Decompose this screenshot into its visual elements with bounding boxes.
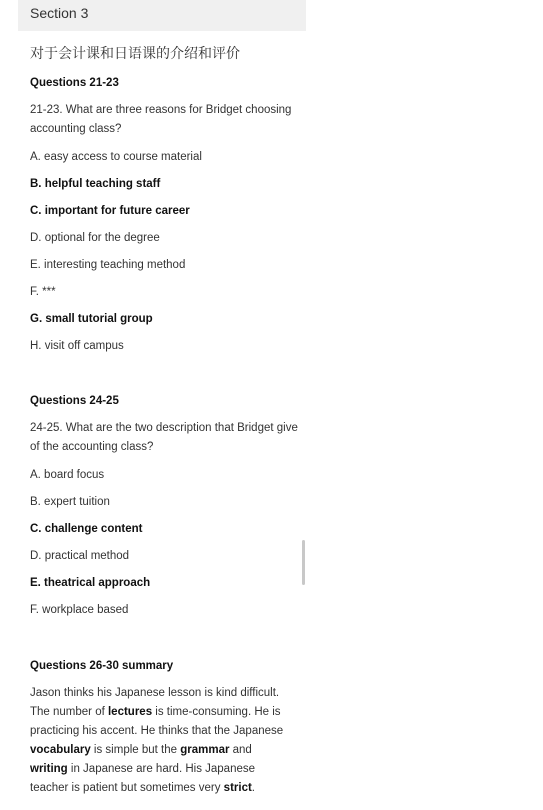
question-text-24-line1: 24-25. What are the two description that Bridget give: [30, 422, 298, 434]
section-title: Section 3: [30, 5, 89, 21]
option-24-f: F. workplace based: [30, 604, 129, 616]
summary-keyword-grammar: grammar: [180, 744, 230, 756]
summary-keyword-lectures: lectures: [107, 706, 153, 718]
option-24-c: C. challenge content: [30, 523, 143, 535]
question-heading-26: Questions 26-30 summary: [30, 660, 174, 672]
option-24-d: D. practical method: [30, 550, 130, 562]
question-text-21-line1: 21-23. What are three reasons for Bridget choosing: [30, 104, 292, 116]
option-21-d: D. optional for the degree: [30, 232, 160, 244]
option-21-g: G. small tutorial group: [30, 313, 153, 325]
option-21-a: A. easy access to course material: [30, 151, 202, 163]
scrollbar-thumb[interactable]: [302, 540, 305, 585]
option-21-f: F. ***: [30, 286, 56, 298]
section-header: [18, 0, 306, 31]
question-text-21-line2: accounting class?: [30, 123, 122, 135]
summary-text-1: Jason thinks his Japanese lesson is kind difficult. The number of: [30, 687, 280, 718]
summary-text-2: is time-consuming. He is practicing his accent. He thinks that the Japanese: [30, 706, 284, 737]
summary-paragraph: [30, 684, 292, 798]
summary-text-5: in Japanese are hard. His Japanese teacher is patient but sometimes very: [30, 763, 256, 794]
option-21-c: C. important for future career: [30, 205, 190, 217]
summary-text-3: is simple but the: [90, 744, 181, 756]
summary-keyword-strict: strict: [223, 782, 252, 794]
question-text-24-line2: of the accounting class?: [30, 441, 154, 453]
summary-text-4: and: [229, 744, 252, 756]
summary-keyword-vocabulary: vocabulary: [30, 744, 91, 756]
summary-keyword-writing: writing: [30, 763, 68, 775]
question-heading-24: Questions 24-25: [30, 395, 119, 407]
option-21-e: E. interesting teaching method: [30, 259, 186, 271]
question-heading-21: Questions 21-23: [30, 77, 119, 89]
section-intro: 对于会计课和日语课的介绍和评价: [30, 45, 240, 61]
option-24-b: B. expert tuition: [30, 496, 110, 508]
summary-text-6: .: [251, 782, 255, 794]
option-24-a: A. board focus: [30, 469, 105, 481]
option-21-b: B. helpful teaching staff: [30, 178, 161, 190]
option-21-h: H. visit off campus: [30, 340, 124, 352]
option-24-e: E. theatrical approach: [30, 577, 151, 589]
